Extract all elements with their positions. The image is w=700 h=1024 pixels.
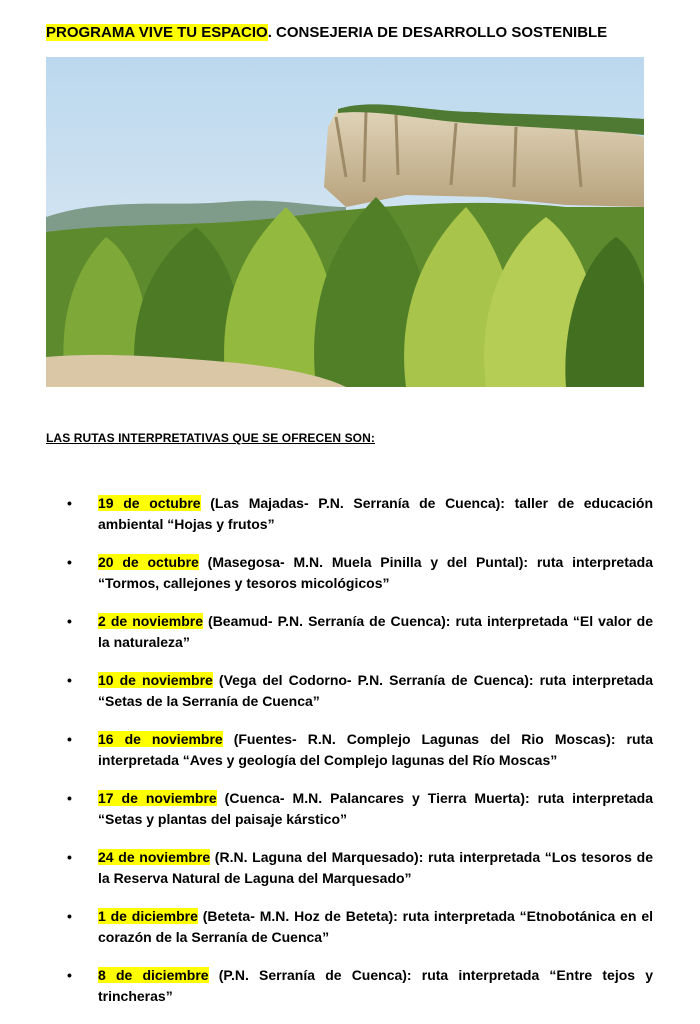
- list-item: [46, 729, 653, 771]
- route-date: 10 de noviembre: [98, 672, 213, 688]
- list-item: [46, 552, 653, 594]
- route-description: (P.N. Serranía de Cuenca): ruta interpretada “Entre tejos y trincheras”: [98, 967, 654, 1004]
- route-description: (Fuentes- R.N. Complejo Lagunas del Rio Moscas): ruta interpretada “Aves y geología del Complejo lagunas del Río Moscas”: [98, 731, 653, 768]
- route-date: 20 de octubre: [98, 554, 199, 570]
- bullet: •: [67, 613, 72, 629]
- route-date: 19 de octubre: [98, 495, 201, 511]
- program-name-highlight: PROGRAMA VIVE TU ESPACIO: [46, 24, 268, 41]
- route-description: (Beamud- P.N. Serranía de Cuenca): ruta interpretada “El valor de la naturaleza”: [98, 613, 653, 650]
- route-date: 1 de diciembre: [98, 908, 198, 924]
- bullet: •: [67, 967, 72, 983]
- list-item: [46, 788, 653, 830]
- list-item: [46, 611, 653, 653]
- page-title: [46, 22, 666, 44]
- route-date: 17 de noviembre: [98, 790, 217, 806]
- route-description: (Vega del Codorno- P.N. Serranía de Cuenca): ruta interpretada “Setas de la Serranía de Cuenca”: [98, 672, 653, 709]
- list-item: [46, 965, 653, 1007]
- route-date: 24 de noviembre: [98, 849, 211, 865]
- route-date: 8 de diciembre: [98, 967, 209, 983]
- bullet: •: [67, 731, 72, 747]
- landscape-photo: [46, 57, 644, 387]
- bullet: •: [67, 495, 72, 511]
- landscape-illustration: [46, 57, 644, 387]
- title-rest: . CONSEJERIA DE DESARROLLO SOSTENIBLE: [267, 24, 608, 41]
- routes-list: [46, 493, 653, 1024]
- list-item: [46, 493, 653, 535]
- route-description: (Las Majadas- P.N. Serranía de Cuenca): taller de educación ambiental “Hojas y frutos”: [98, 495, 654, 532]
- list-item: [46, 906, 653, 948]
- list-item: [46, 670, 653, 712]
- bullet: •: [67, 849, 72, 865]
- bullet: •: [67, 672, 72, 688]
- bullet: •: [67, 908, 72, 924]
- bullet: •: [67, 554, 72, 570]
- route-date: 16 de noviembre: [98, 731, 223, 747]
- route-description: (R.N. Laguna del Marquesado): ruta interpretada “Los tesoros de la Reserva Natural de Laguna del Marquesado”: [98, 849, 653, 886]
- route-date: 2 de noviembre: [98, 613, 203, 629]
- route-description: (Beteta- M.N. Hoz de Beteta): ruta interpretada “Etnobotánica en el corazón de la Serranía de Cuenca”: [98, 908, 653, 945]
- route-description: (Cuenca- M.N. Palancares y Tierra Muerta): ruta interpretada “Setas y plantas del paisaje kárstico”: [98, 790, 653, 827]
- route-description: (Masegosa- M.N. Muela Pinilla y del Puntal): ruta interpretada “Tormos, callejones y tesoros micológicos”: [98, 554, 654, 591]
- routes-heading: LAS RUTAS INTERPRETATIVAS QUE SE OFRECEN SON:: [46, 431, 375, 445]
- list-item: [46, 847, 653, 889]
- bullet: •: [67, 790, 72, 806]
